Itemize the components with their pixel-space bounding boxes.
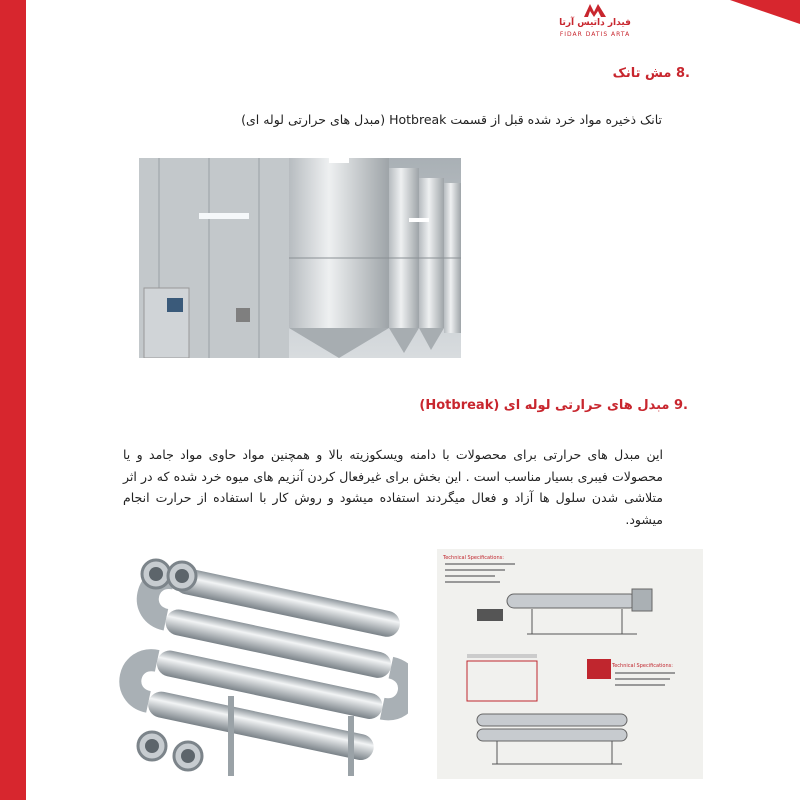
mash-tank-photo [139,158,461,358]
logo-mark-icon [582,2,608,18]
spec-title-1: Technical Specifications: [443,555,504,561]
tubular-heat-exchanger-photo [118,546,408,790]
logo-name-fa: فیدار داتیس آرتا [559,18,631,28]
left-accent-bar [0,0,26,800]
section-9-text: این مبدل های حرارتی برای محصولات با دامنه ویسکوزیته بالا و همچنین مواد حاوی مواد جامد و یا محصولات فیبری بسیار مناسب است . این بخش برای غیرفعال کردن آنزیم های میوه خرد شده که در اثر متلاشی شدن سلول ها آزاد و فعال میگردند استفاده میشود و روش کار با استفاده از حرارت انجام میشود. [123,447,663,527]
technical-drawing-photo [437,549,703,779]
section-8-text: تانک ذخیره مواد خرد شده قبل از قسمت Hotbreak (مبدل های حرارتی لوله ای) [241,112,662,127]
top-right-accent [730,0,800,24]
logo-name-en: FIDAR DATIS ARTA [559,31,631,38]
spec-title-2: Technical Specifications: [612,663,673,669]
section-8-heading: .8 مش تانک [612,66,690,81]
section-9-heading: .9 مبدل های حرارتی لوله ای (Hotbreak) [419,398,688,413]
company-logo [530,2,660,42]
